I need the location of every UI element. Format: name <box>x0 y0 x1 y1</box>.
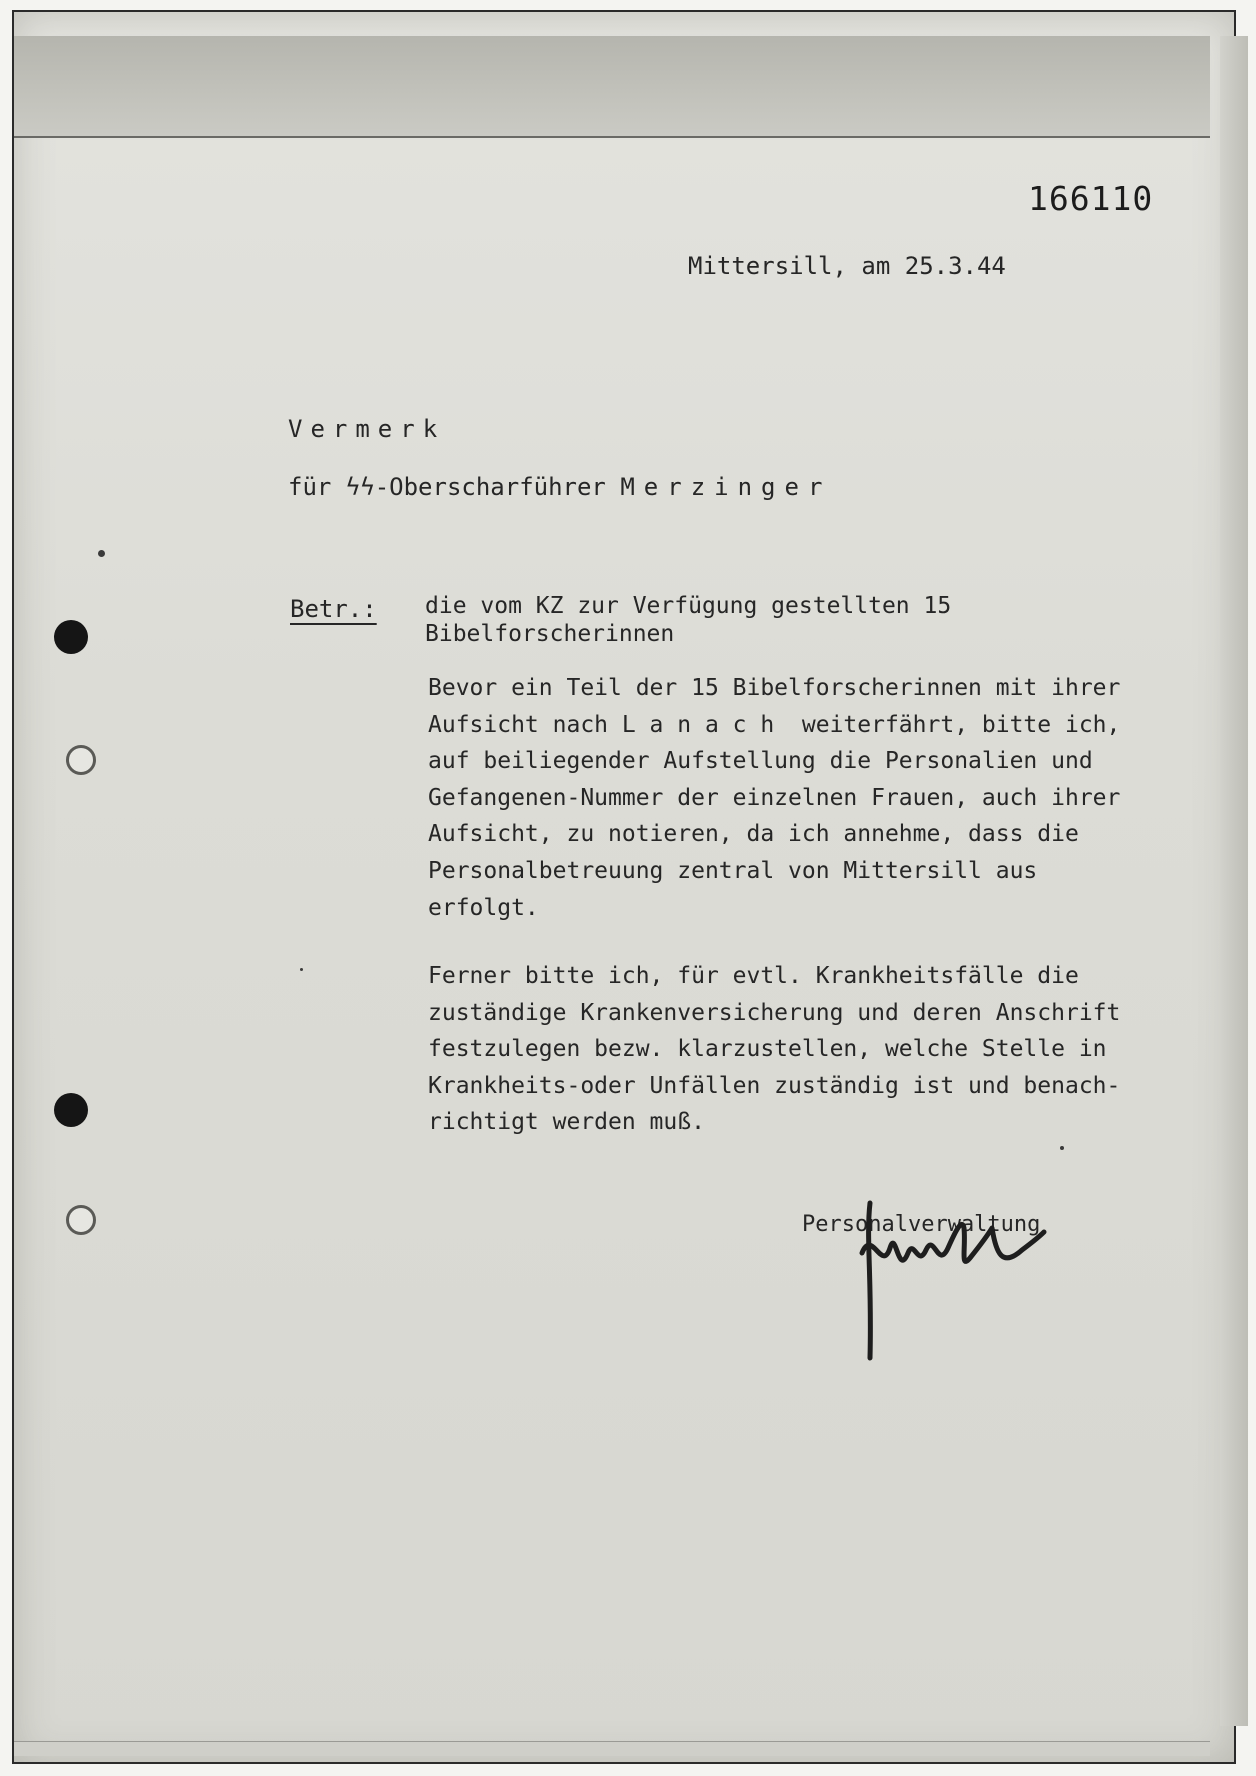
punch-hole <box>54 1093 88 1127</box>
subject-label: Betr.: <box>290 595 377 623</box>
document-heading: Vermerk <box>288 415 446 443</box>
punch-hole-ring <box>66 745 96 775</box>
punch-hole <box>54 620 88 654</box>
recipient-name: Merzinger <box>620 473 832 501</box>
closing-department: Personalverwaltung <box>802 1212 1041 1237</box>
page-bottom-edge <box>14 1741 1210 1756</box>
recipient-line <box>288 470 831 504</box>
paragraph-line: Gefangenen-Nummer der einzelnen Frauen, auch ihrer <box>428 784 1121 811</box>
paragraph-line: richtigt werden muß. <box>428 1109 705 1136</box>
handwritten-signature <box>852 1198 1052 1368</box>
paragraph-line: Personalbetreuung zentral von Mittersill aus <box>428 857 1038 884</box>
paragraph-request-personal-data <box>428 670 1120 926</box>
ink-speck <box>98 550 105 557</box>
paragraph-line: Bevor ein Teil der 15 Bibelforscherinnen mit ihrer <box>428 675 1121 701</box>
paragraph-line: auf beiliegender Aufstellung die Personalien und <box>428 748 1093 775</box>
ink-speck <box>300 968 303 971</box>
paragraph-line: zuständige Krankenversicherung und deren Anschrift <box>428 999 1121 1026</box>
paragraph-health-insurance <box>428 958 1120 1141</box>
page-top-shadow-band <box>14 36 1210 138</box>
page-right-edge <box>1220 36 1248 1726</box>
subject-line: Bibelforscherinnen <box>425 621 675 647</box>
ink-speck <box>1060 1146 1064 1150</box>
recipient-prefix: für ϟϟ-Oberscharführer <box>288 473 621 501</box>
punch-hole-ring <box>66 1205 96 1235</box>
subject-text <box>425 592 951 648</box>
subject-line: die vom KZ zur Verfügung gestellten 15 <box>425 593 952 619</box>
paragraph-line: Krankheits-oder Unfällen zuständig ist und benach- <box>428 1072 1121 1099</box>
paragraph-line: Aufsicht, zu notieren, da ich annehme, dass die <box>428 821 1079 848</box>
paragraph-line: erfolgt. <box>428 894 539 921</box>
paragraph-line: Aufsicht nach L a n a c h weiterfährt, bitte ich, <box>428 711 1121 738</box>
paragraph-line: Ferner bitte ich, für evtl. Krankheitsfälle die <box>428 963 1079 989</box>
paragraph-line: festzulegen bezw. klarzustellen, welche Stelle in <box>428 1036 1107 1063</box>
place-and-date: Mittersill, am 25.3.44 <box>688 252 1006 280</box>
document-number: 166110 <box>1028 179 1154 218</box>
